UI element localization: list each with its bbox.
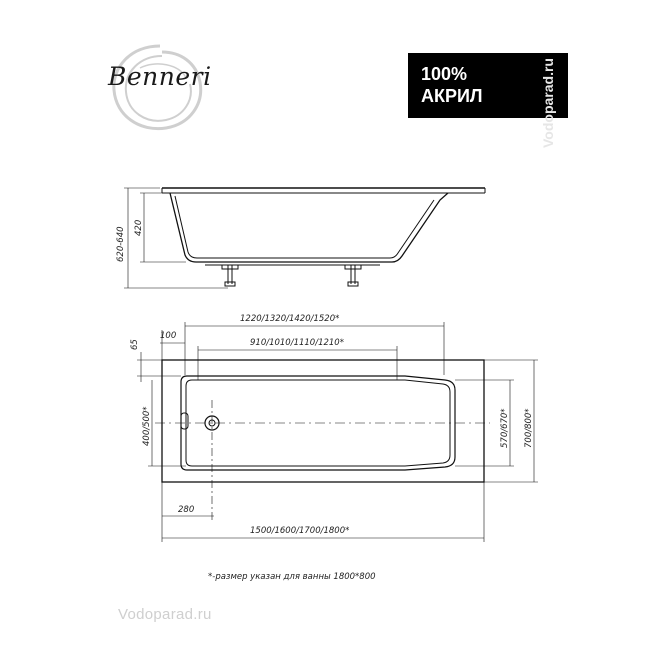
dim-offset-65: 65	[130, 339, 140, 350]
dim-total-height: 620-640	[116, 226, 126, 262]
dim-outer-length-top: 1220/1320/1420/1520*	[240, 314, 340, 324]
badge-line-1: 100%	[421, 64, 468, 84]
leg-left	[222, 265, 238, 286]
footnote: *-размер указан для ванны 1800*800	[208, 572, 376, 582]
dim-outer-width: 700/800*	[524, 408, 534, 448]
leg-right	[345, 265, 361, 286]
side-view	[124, 188, 485, 288]
watermark-bottom: Vodoparad.ru	[118, 606, 212, 623]
dim-total-length: 1500/1600/1700/1800*	[250, 526, 350, 536]
dim-inner-length: 910/1010/1110/1210*	[250, 338, 344, 348]
watermark-vertical: Vodoparad.ru	[540, 58, 556, 148]
brand-name: Benneri	[108, 62, 212, 91]
dim-tub-depth: 420	[134, 219, 144, 236]
badge-line-2: АКРИЛ	[421, 86, 483, 106]
dim-offset-100: 100	[160, 331, 177, 341]
dim-inner-width-right: 570/670*	[500, 408, 510, 448]
dim-inner-width-left: 400/500*	[142, 406, 152, 446]
top-view	[137, 322, 538, 542]
dim-drain-offset: 280	[178, 505, 195, 515]
